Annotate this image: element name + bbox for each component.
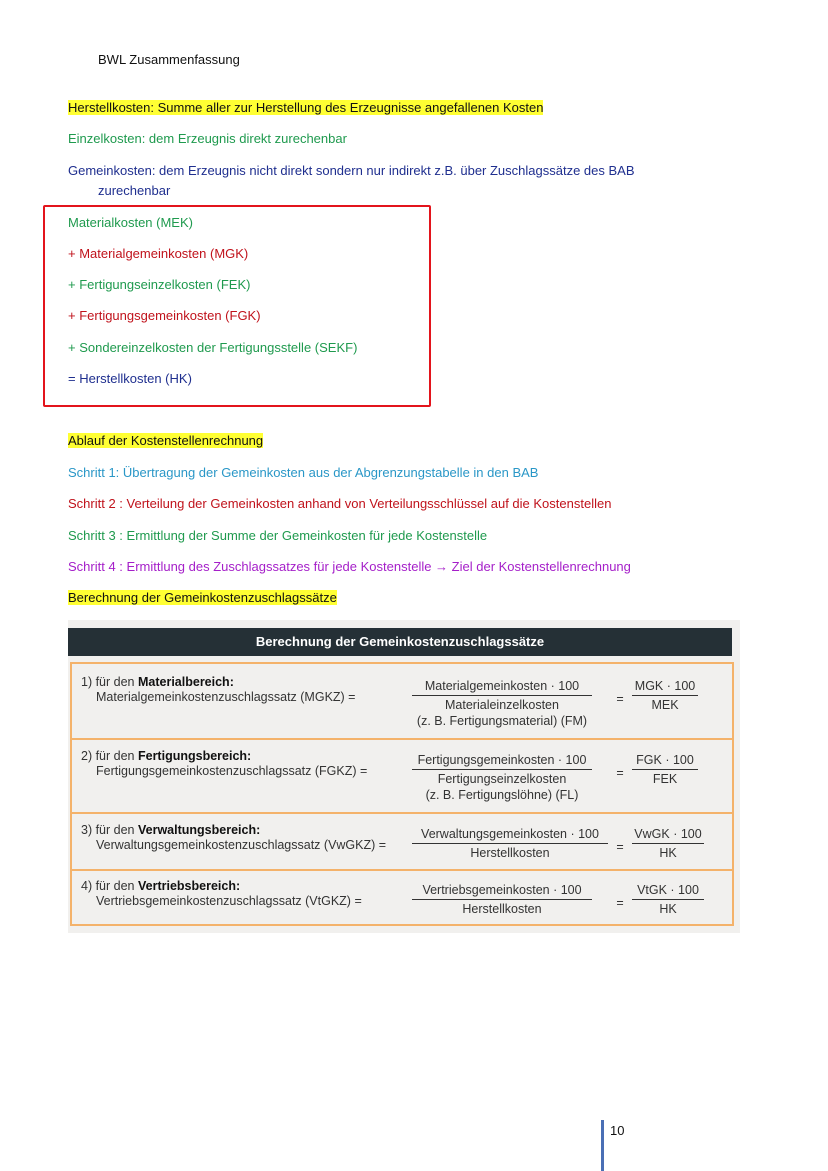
row-separator xyxy=(72,812,732,814)
numerator: Verwaltungsgemeinkosten · 100 xyxy=(421,827,599,841)
formula-name: Verwaltungsgemeinkostenzuschlagssatz (VwGKZ) = xyxy=(96,838,387,852)
numerator: Fertigungsgemeinkosten · 100 xyxy=(417,753,587,767)
fraction-bar xyxy=(412,769,592,770)
highlighted-text: Ablauf der Kostenstellenrechnung xyxy=(68,433,264,448)
page-header: BWL Zusammenfassung xyxy=(98,52,240,67)
denominator-note: (z. B. Fertigungslöhne) (FL) xyxy=(425,788,579,802)
row-prefix: 1) für den xyxy=(81,675,138,689)
row-area: Materialbereich: xyxy=(137,675,234,689)
row-area: Verwaltungsbereich: xyxy=(137,823,261,837)
main-fraction xyxy=(412,827,608,860)
row-label xyxy=(81,823,260,837)
denominator: Herstellkosten xyxy=(462,902,542,916)
numerator: Materialgemeinkosten · 100 xyxy=(424,679,580,693)
step-3: Schritt 3 : Ermittlung der Summe der Gemeinkosten für jede Kostenstelle xyxy=(68,528,488,543)
short-numerator: VtGK · 100 xyxy=(637,883,699,897)
formula-table xyxy=(70,662,734,926)
short-fraction xyxy=(632,827,704,860)
row-label xyxy=(81,749,251,763)
short-denominator: MEK xyxy=(651,698,679,712)
formula-row-material xyxy=(72,670,732,734)
definition-gemeinkosten-line2: zurechenbar xyxy=(98,183,171,198)
formula-name: Materialgemeinkostenzuschlagssatz (MGKZ) = xyxy=(96,690,356,704)
formula-name: Vertriebsgemeinkostenzuschlagssatz (VtGKZ) = xyxy=(96,894,362,908)
short-numerator: MGK · 100 xyxy=(634,679,696,693)
short-numerator: VwGK · 100 xyxy=(634,827,702,841)
page-number: 10 xyxy=(610,1123,625,1138)
cost-item: + Sondereinzelkosten der Fertigungsstelle (SEKF) xyxy=(68,340,358,355)
equals-sign: = xyxy=(616,840,624,854)
formula-row-fertigung xyxy=(72,744,732,808)
step-4: Schritt 4 : Ermittlung des Zuschlagssatzes für jede Kostenstelle → Ziel der Kostenstellenrechnung xyxy=(68,559,631,574)
fraction-bar xyxy=(632,843,704,844)
row-prefix: 3) für den xyxy=(81,823,138,837)
short-denominator: HK xyxy=(659,846,677,860)
row-prefix: 2) für den xyxy=(81,749,138,763)
denominator: Materialeinzelkosten xyxy=(445,698,559,712)
berechnung-heading xyxy=(68,590,337,605)
formula-row-vertrieb xyxy=(72,874,732,922)
equals-sign: = xyxy=(616,896,624,910)
equals-sign: = xyxy=(616,692,624,706)
fraction-bar xyxy=(632,899,704,900)
short-numerator: FGK · 100 xyxy=(636,753,694,767)
formula-row-verwaltung xyxy=(72,818,732,866)
row-area: Vertriebsbereich: xyxy=(137,879,241,893)
main-fraction xyxy=(412,679,592,728)
fraction-bar xyxy=(632,695,698,696)
fraction-bar xyxy=(632,769,698,770)
definition-herstellkosten xyxy=(68,100,543,115)
definition-gemeinkosten-line1: Gemeinkosten: dem Erzeugnis nicht direkt sondern nur indirekt z.B. über Zuschlagssätze des BAB xyxy=(68,163,635,178)
denominator: Fertigungseinzelkosten xyxy=(437,772,567,786)
highlighted-text: Herstellkosten: Summe aller zur Herstellung des Erzeugnisse angefallenen Kosten xyxy=(68,100,544,115)
ablauf-heading xyxy=(68,433,263,448)
short-fraction xyxy=(632,753,698,786)
cost-item: + Materialgemeinkosten (MGK) xyxy=(68,246,249,261)
main-fraction xyxy=(412,883,592,916)
formula-name: Fertigungsgemeinkostenzuschlagssatz (FGKZ) = xyxy=(96,764,368,778)
main-fraction xyxy=(412,753,592,802)
short-fraction xyxy=(632,883,704,916)
fraction-bar xyxy=(412,843,608,844)
figure-title: Berechnung der Gemeinkostenzuschlagssätze xyxy=(68,628,732,656)
highlighted-text: Berechnung der Gemeinkostenzuschlagssätze xyxy=(68,590,337,605)
row-label xyxy=(81,879,240,893)
row-area: Fertigungsbereich: xyxy=(137,749,252,763)
fraction-bar xyxy=(412,899,592,900)
step-1: Schritt 1: Übertragung der Gemeinkosten aus der Abgrenzungstabelle in den BAB xyxy=(68,465,539,480)
row-prefix: 4) für den xyxy=(81,879,138,893)
denominator: Herstellkosten xyxy=(470,846,550,860)
fraction-bar xyxy=(412,695,592,696)
short-fraction xyxy=(632,679,698,712)
equals-sign: = xyxy=(616,766,624,780)
row-separator xyxy=(72,869,732,871)
cost-item: + Fertigungseinzelkosten (FEK) xyxy=(68,277,251,292)
numerator: Vertriebsgemeinkosten · 100 xyxy=(422,883,582,897)
cost-item: Materialkosten (MEK) xyxy=(68,215,193,230)
short-denominator: FEK xyxy=(652,772,678,786)
formula-figure xyxy=(68,620,740,933)
denominator-note: (z. B. Fertigungsmaterial) (FM) xyxy=(416,714,588,728)
row-label xyxy=(81,675,234,689)
row-separator xyxy=(72,738,732,740)
step-2: Schritt 2 : Verteilung der Gemeinkosten anhand von Verteilungsschlüssel auf die Kostenstellen xyxy=(68,496,612,511)
cost-item-total: = Herstellkosten (HK) xyxy=(68,371,192,386)
cost-item: + Fertigungsgemeinkosten (FGK) xyxy=(68,308,261,323)
page-number-bar xyxy=(601,1120,604,1171)
definition-einzelkosten: Einzelkosten: dem Erzeugnis direkt zurechenbar xyxy=(68,131,347,146)
short-denominator: HK xyxy=(659,902,677,916)
